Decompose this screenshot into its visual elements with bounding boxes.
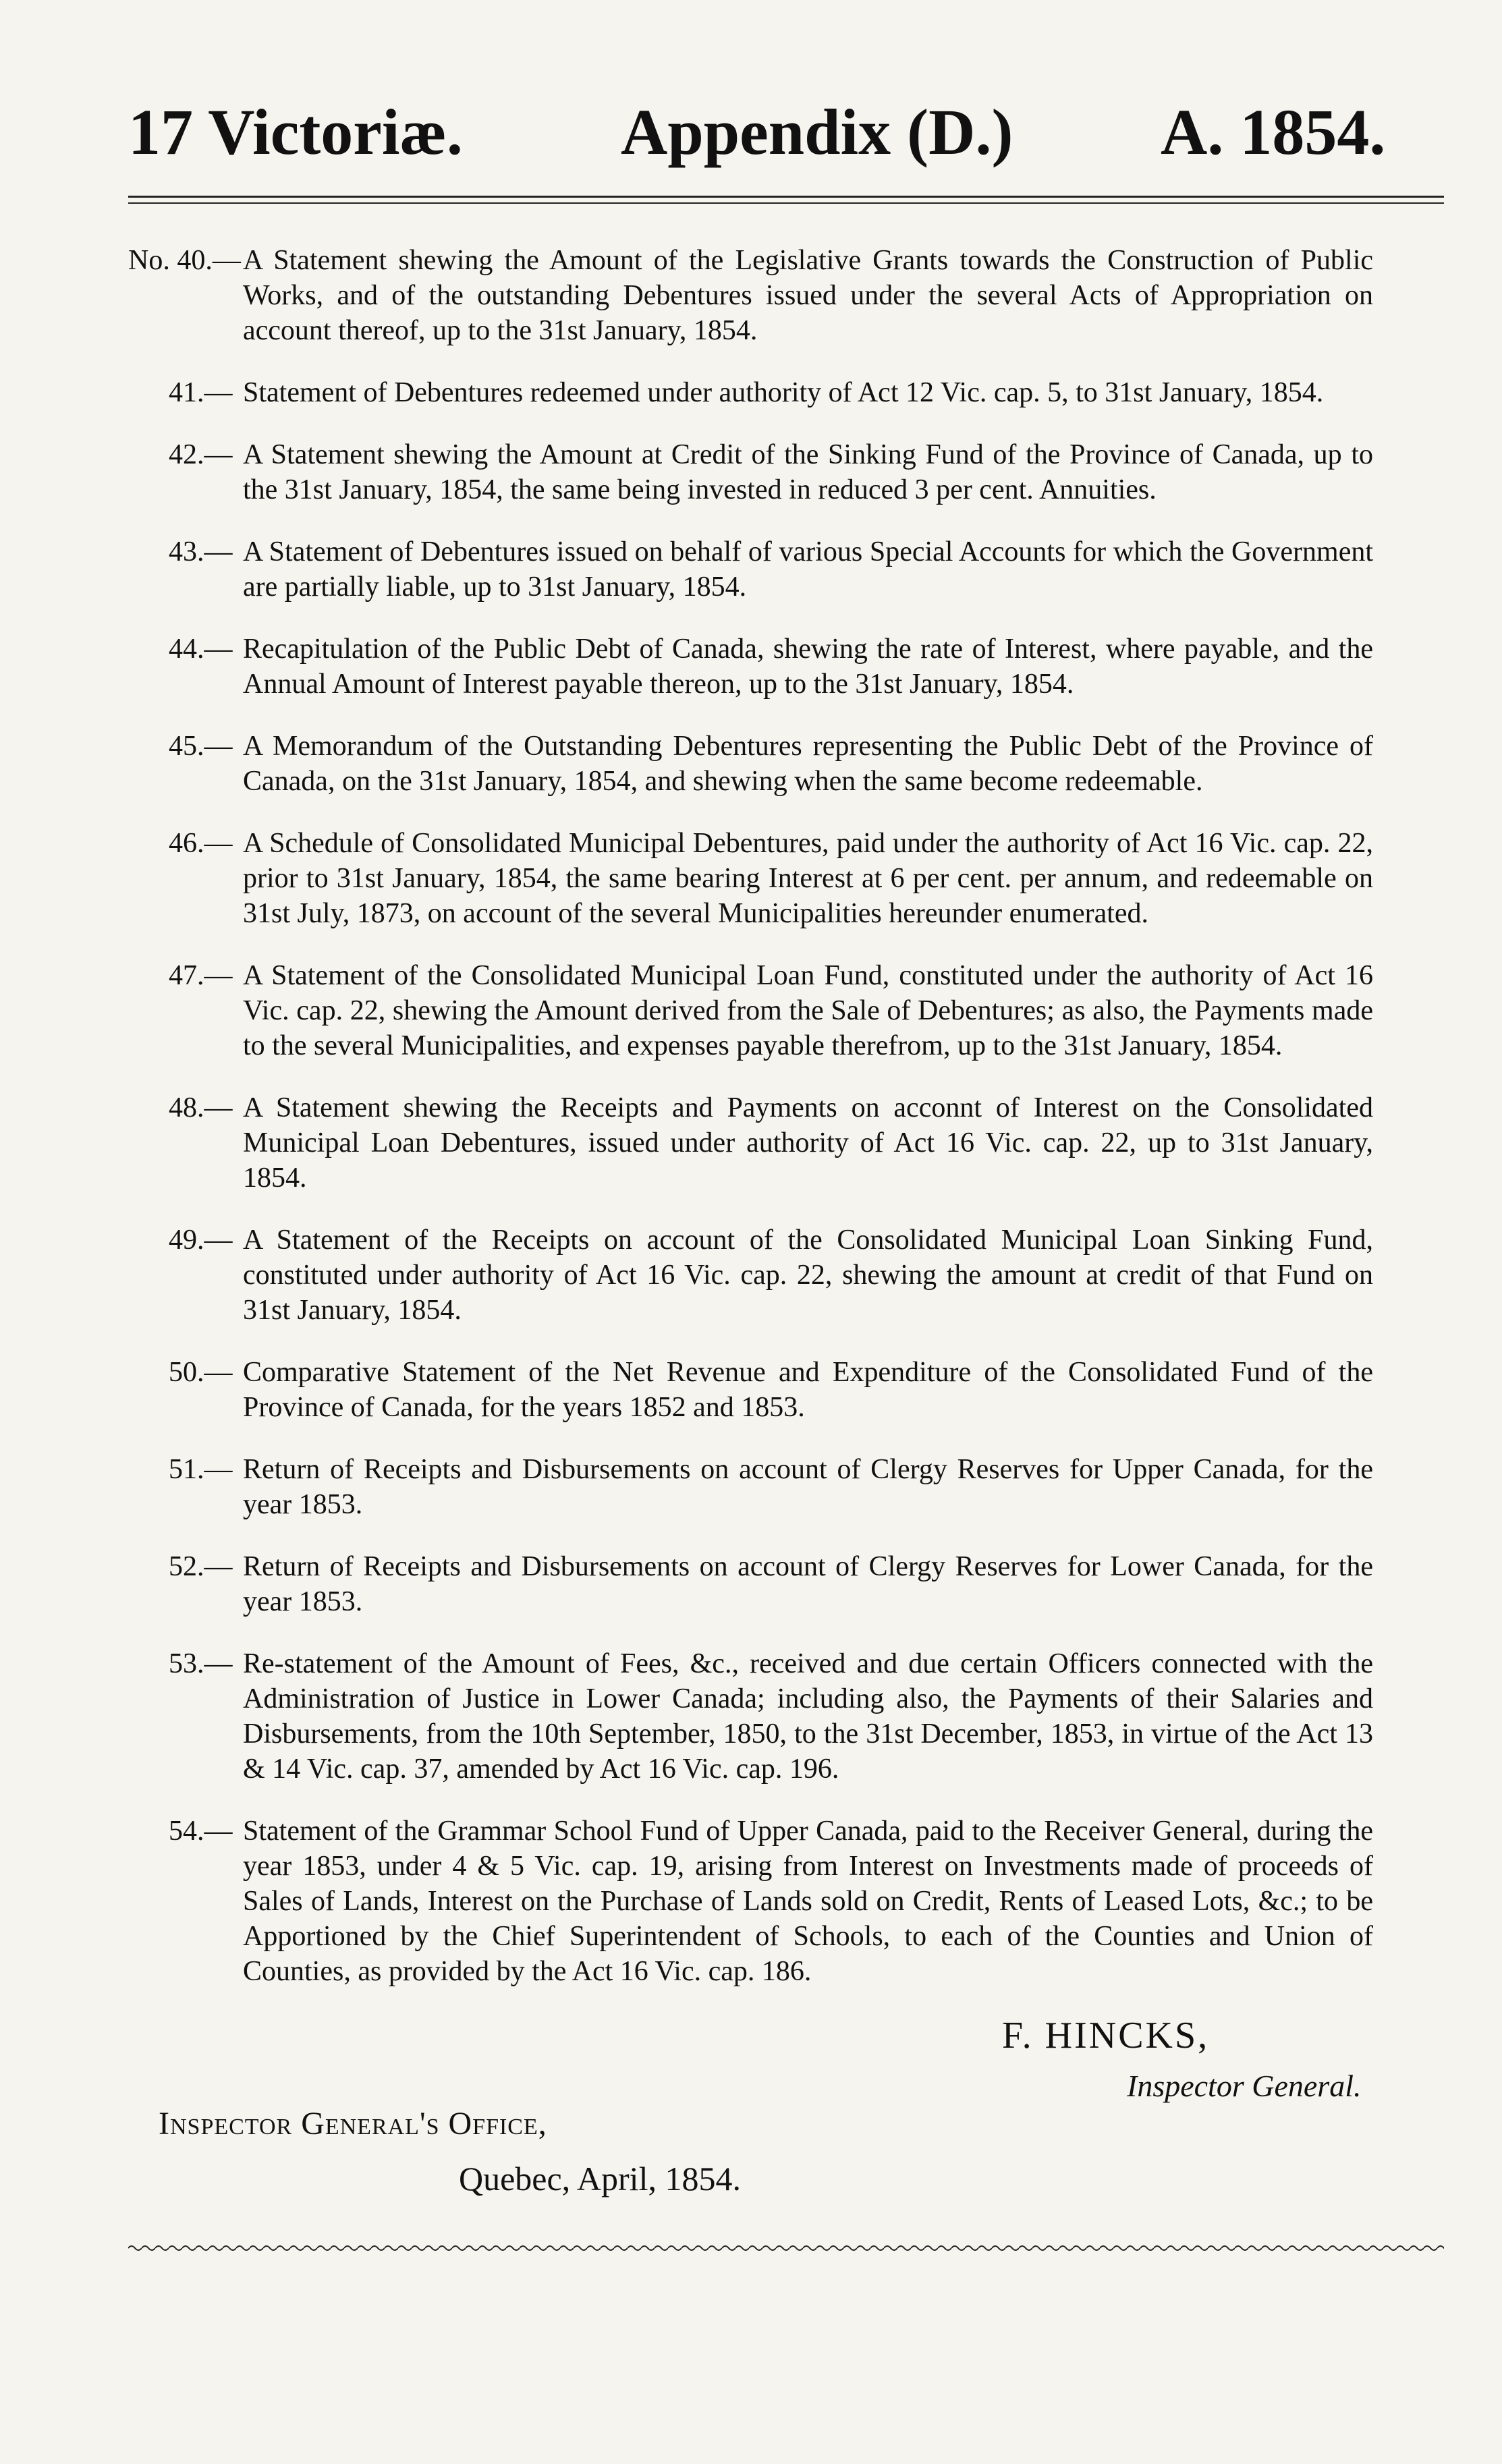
item-text: Statement of the Grammar School Fund of Upper Canada, paid to the Receiver General, during the year 1853, under 4 & 5 Vic. cap. 19, arising from Interest on Investments made of proceeds of Sales of Lands, Interest on the Purchase of Lands sold on Credit, Rents of Leased Lots, &c.; to be Apportioned by the Chief Superintendent of Schools, to each of the Counties and Union of Counties, as provided by the Act 16 Vic. cap. 186.	[243, 1816, 1373, 1987]
list-item	[128, 1090, 1373, 1196]
item-number: 48.—	[169, 1092, 233, 1123]
header-year: A. 1854.	[1161, 96, 1386, 168]
list-item	[128, 729, 1373, 799]
item-number: 43.—	[169, 536, 233, 567]
list-item	[128, 1646, 1373, 1787]
list-item	[128, 958, 1373, 1063]
statement-list	[128, 243, 1373, 2016]
item-number: 42.—	[169, 439, 233, 470]
item-text: A Statement of the Receipts on account of the Consolidated Municipal Loan Sinking Fund, constituted under authority of Act 16 Vic. cap. 22, shewing the amount at credit of that Fund on 31st January, 1854.	[243, 1225, 1373, 1326]
item-number: 47.—	[169, 960, 233, 991]
item-text: A Schedule of Consolidated Municipal Debentures, paid under the authority of Act 16 Vic. cap. 22, prior to 31st January, 1854, the same bearing Interest at 6 per cent. per annum, and redeemable on 31st July, 1873, on account of the several Municipalities hereunder enumerated.	[243, 828, 1373, 929]
list-item	[128, 1814, 1373, 1989]
item-text: Comparative Statement of the Net Revenue and Expenditure of the Consolidated Fund of the Province of Canada, for the years 1852 and 1853.	[243, 1357, 1373, 1423]
list-item	[128, 1355, 1373, 1425]
signature-title: Inspector General.	[1127, 2069, 1362, 2103]
header-rule-secondary	[128, 202, 1444, 204]
item-number: 44.—	[169, 634, 233, 665]
item-number: 50.—	[169, 1357, 233, 1388]
item-text: Recapitulation of the Public Debt of Canada, shewing the rate of Interest, where payable, and the Annual Amount of Interest payable thereon, up to the 31st January, 1854.	[243, 634, 1373, 700]
list-item	[128, 437, 1373, 507]
list-item	[128, 1452, 1373, 1522]
header-rule	[128, 196, 1444, 198]
item-text: A Statement of the Consolidated Municipal Loan Fund, constituted under the authority of Act 16 Vic. cap. 22, shewing the Amount derived from the Sale of Debentures; as also, the Payments made to the several Municipalities, and expenses payable therefrom, up to the 31st January, 1854.	[243, 960, 1373, 1061]
list-item	[128, 632, 1373, 702]
item-text: A Statement shewing the Amount of the Legislative Grants towards the Construction of Public Works, and of the outstanding Debentures issued under the several Acts of Appropriation on account thereof, up to the 31st January, 1854.	[243, 245, 1373, 346]
item-text: A Statement shewing the Receipts and Payments on acconnt of Interest on the Consolidated Municipal Loan Debentures, issued under authority of Act 16 Vic. cap. 22, up to 31st January, 1854.	[243, 1092, 1373, 1194]
item-number: 54.—	[169, 1816, 233, 1847]
item-text: Statement of Debentures redeemed under authority of Act 12 Vic. cap. 5, to 31st January, 1854.	[243, 377, 1324, 408]
item-text: Return of Receipts and Disbursements on account of Clergy Reserves for Lower Canada, for the year 1853.	[243, 1551, 1373, 1617]
item-number: 46.—	[169, 828, 233, 859]
list-item	[128, 375, 1373, 410]
item-number: 45.—	[169, 731, 233, 762]
page-header	[0, 94, 1502, 175]
signature-name: F. HINCKS,	[1002, 2015, 1210, 2056]
list-item	[128, 1223, 1373, 1328]
header-appendix: Appendix (D.)	[621, 96, 1013, 168]
office-place-date: Quebec, April, 1854.	[459, 2160, 741, 2197]
item-number: 53.—	[169, 1648, 233, 1679]
item-number: 51.—	[169, 1454, 233, 1485]
footer-wavy-rule	[128, 2243, 1444, 2253]
list-item	[128, 1549, 1373, 1619]
item-number: 41.—	[169, 377, 233, 408]
list-item	[128, 826, 1373, 931]
office-name: Inspector General's Office,	[159, 2106, 547, 2141]
item-text: A Memorandum of the Outstanding Debentures representing the Public Debt of the Province of Canada, on the 31st January, 1854, and shewing when the same become redeemable.	[243, 731, 1373, 797]
item-number: 49.—	[169, 1225, 233, 1256]
header-session: 17 Victoriæ.	[128, 96, 463, 168]
item-text: Re-statement of the Amount of Fees, &c., received and due certain Officers connected with the Administration of Justice in Lower Canada; including also, the Payments of their Salaries and Disbursements, from the 10th September, 1850, to the 31st December, 1853, in virtue of the Act 13 & 14 Vic. cap. 37, amended by Act 16 Vic. cap. 196.	[243, 1648, 1373, 1785]
item-number: 52.—	[169, 1551, 233, 1582]
item-text: A Statement of Debentures issued on behalf of various Special Accounts for which the Government are partially liable, up to 31st January, 1854.	[243, 536, 1373, 603]
item-text: A Statement shewing the Amount at Credit of the Sinking Fund of the Province of Canada, up to the 31st January, 1854, the same being invested in reduced 3 per cent. Annuities.	[243, 439, 1373, 505]
item-number: No. 40.—	[128, 245, 241, 276]
list-item	[128, 534, 1373, 605]
item-text: Return of Receipts and Disbursements on account of Clergy Reserves for Upper Canada, for the year 1853.	[243, 1454, 1373, 1520]
list-item	[128, 243, 1373, 348]
